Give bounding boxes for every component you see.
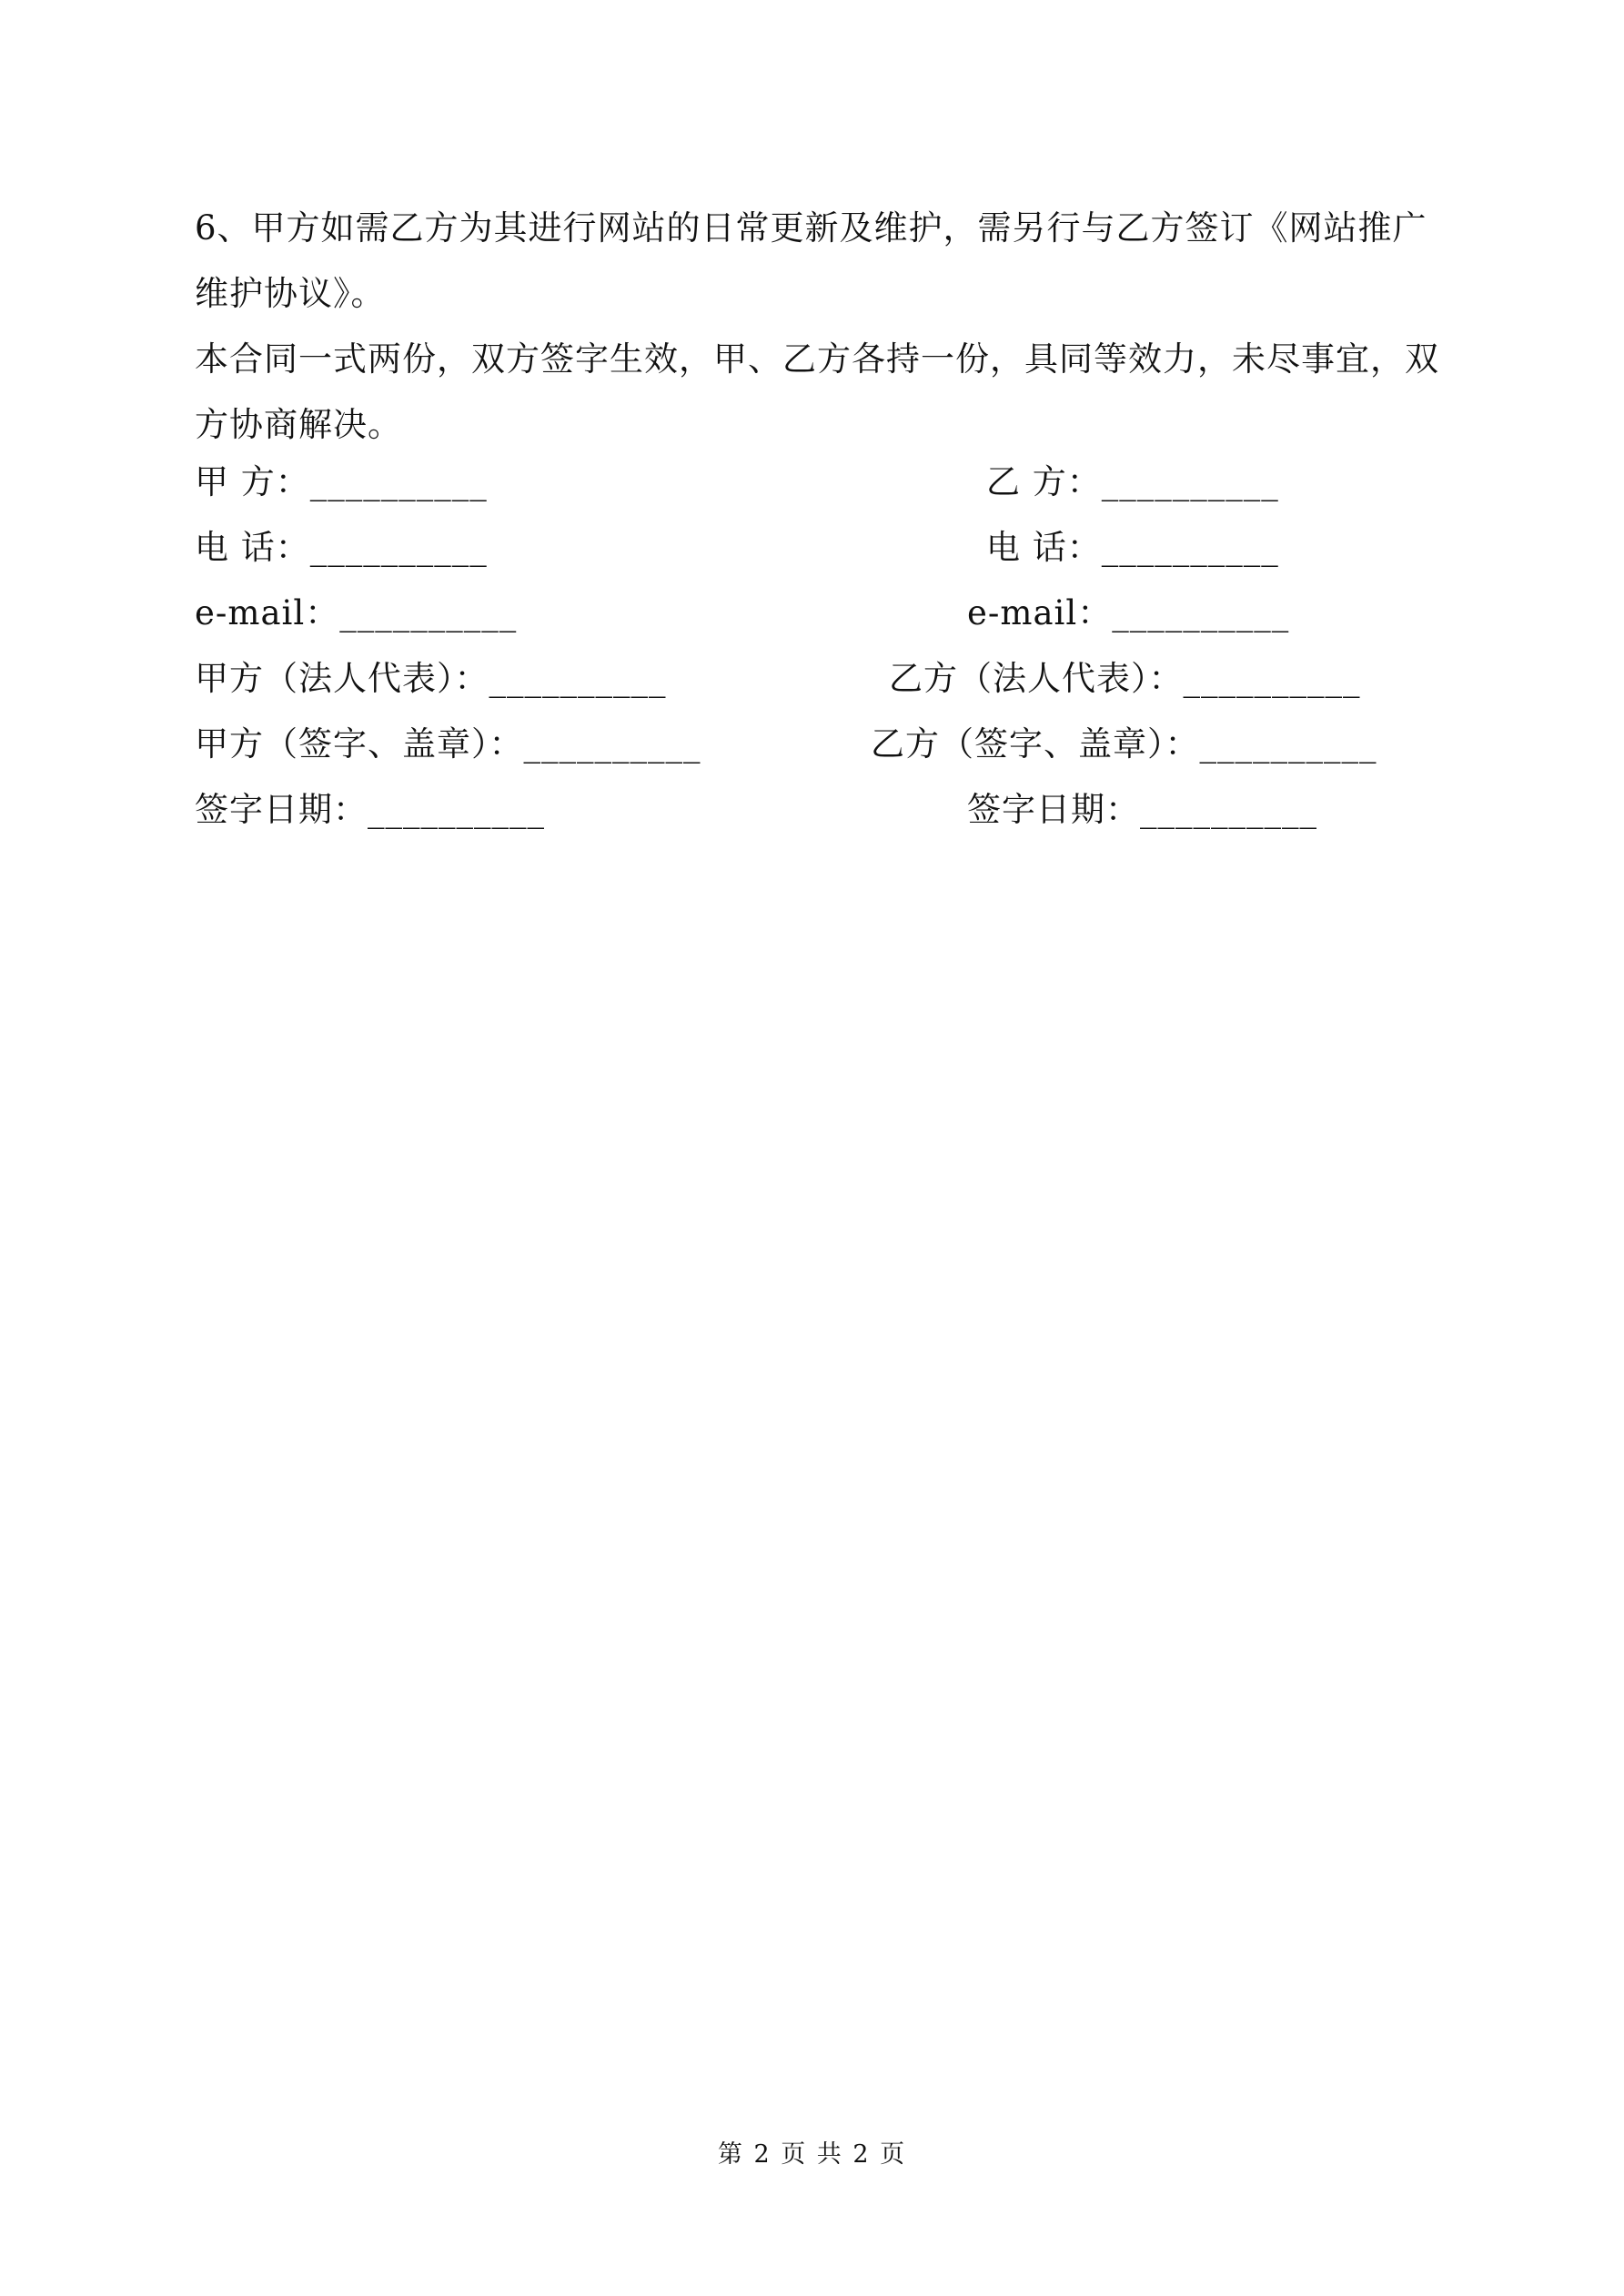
party-a-email-label: e-mail： [195,593,340,632]
party-a-sign-seal-row [195,724,701,764]
party-a-sign-seal-label: 甲方（签字、盖章）： [195,724,524,764]
party-b-date-row [967,790,1317,830]
party-a-date-row [195,790,545,830]
party-a-phone-row [195,528,488,568]
party-a-legal-rep-row [195,659,667,699]
party-b-sign-seal-label: 乙方（签字、盖章）： [871,724,1200,764]
party-b-name-label: 乙 方： [986,462,1102,501]
party-a-name-label: 甲 方： [195,462,310,501]
party-b-phone-row [986,528,1279,568]
party-b-email-row [967,593,1289,633]
clause-6-paragraph: 6、甲方如需乙方为其进行网站的日常更新及维护，需另行与乙方签订《网站推广维护协议》。 [195,208,1427,313]
party-b-phone-label: 电 话： [986,528,1102,567]
party-a-phone-label: 电 话： [195,528,310,567]
party-b-legal-rep-row [889,659,1361,699]
party-b-legal-rep-blank: __________ [1183,659,1361,698]
party-b-email-label: e-mail： [967,593,1113,632]
party-a-legal-rep-label: 甲方（法人代表）： [195,659,489,698]
party-a-email-row [195,593,517,633]
party-b-date-label: 签字日期： [967,790,1140,829]
party-b-phone-blank: __________ [1101,528,1279,567]
party-a-email-blank: __________ [339,593,518,632]
party-b-date-blank: __________ [1140,790,1317,829]
party-a-sign-seal-blank: __________ [523,724,701,764]
page-footer: 第 2 页 共 2 页 [717,2140,907,2169]
party-b-email-blank: __________ [1112,593,1290,632]
party-a-name-blank: __________ [309,462,488,501]
party-a-name-row [195,462,488,502]
party-b-sign-seal-blank: __________ [1199,724,1377,764]
party-a-legal-rep-blank: __________ [489,659,667,698]
party-b-legal-rep-label: 乙方（法人代表）： [889,659,1184,698]
party-a-phone-blank: __________ [309,528,488,567]
party-b-name-blank: __________ [1101,462,1279,501]
party-a-date-label: 签字日期： [195,790,368,829]
closing-paragraph: 本合同一式两份，双方签字生效，甲、乙方各持一份，具同等效力，未尽事宜，双方协商解决。 [195,339,1439,444]
party-a-date-blank: __________ [368,790,545,829]
party-b-sign-seal-row [871,724,1377,764]
party-b-name-row [986,462,1279,502]
